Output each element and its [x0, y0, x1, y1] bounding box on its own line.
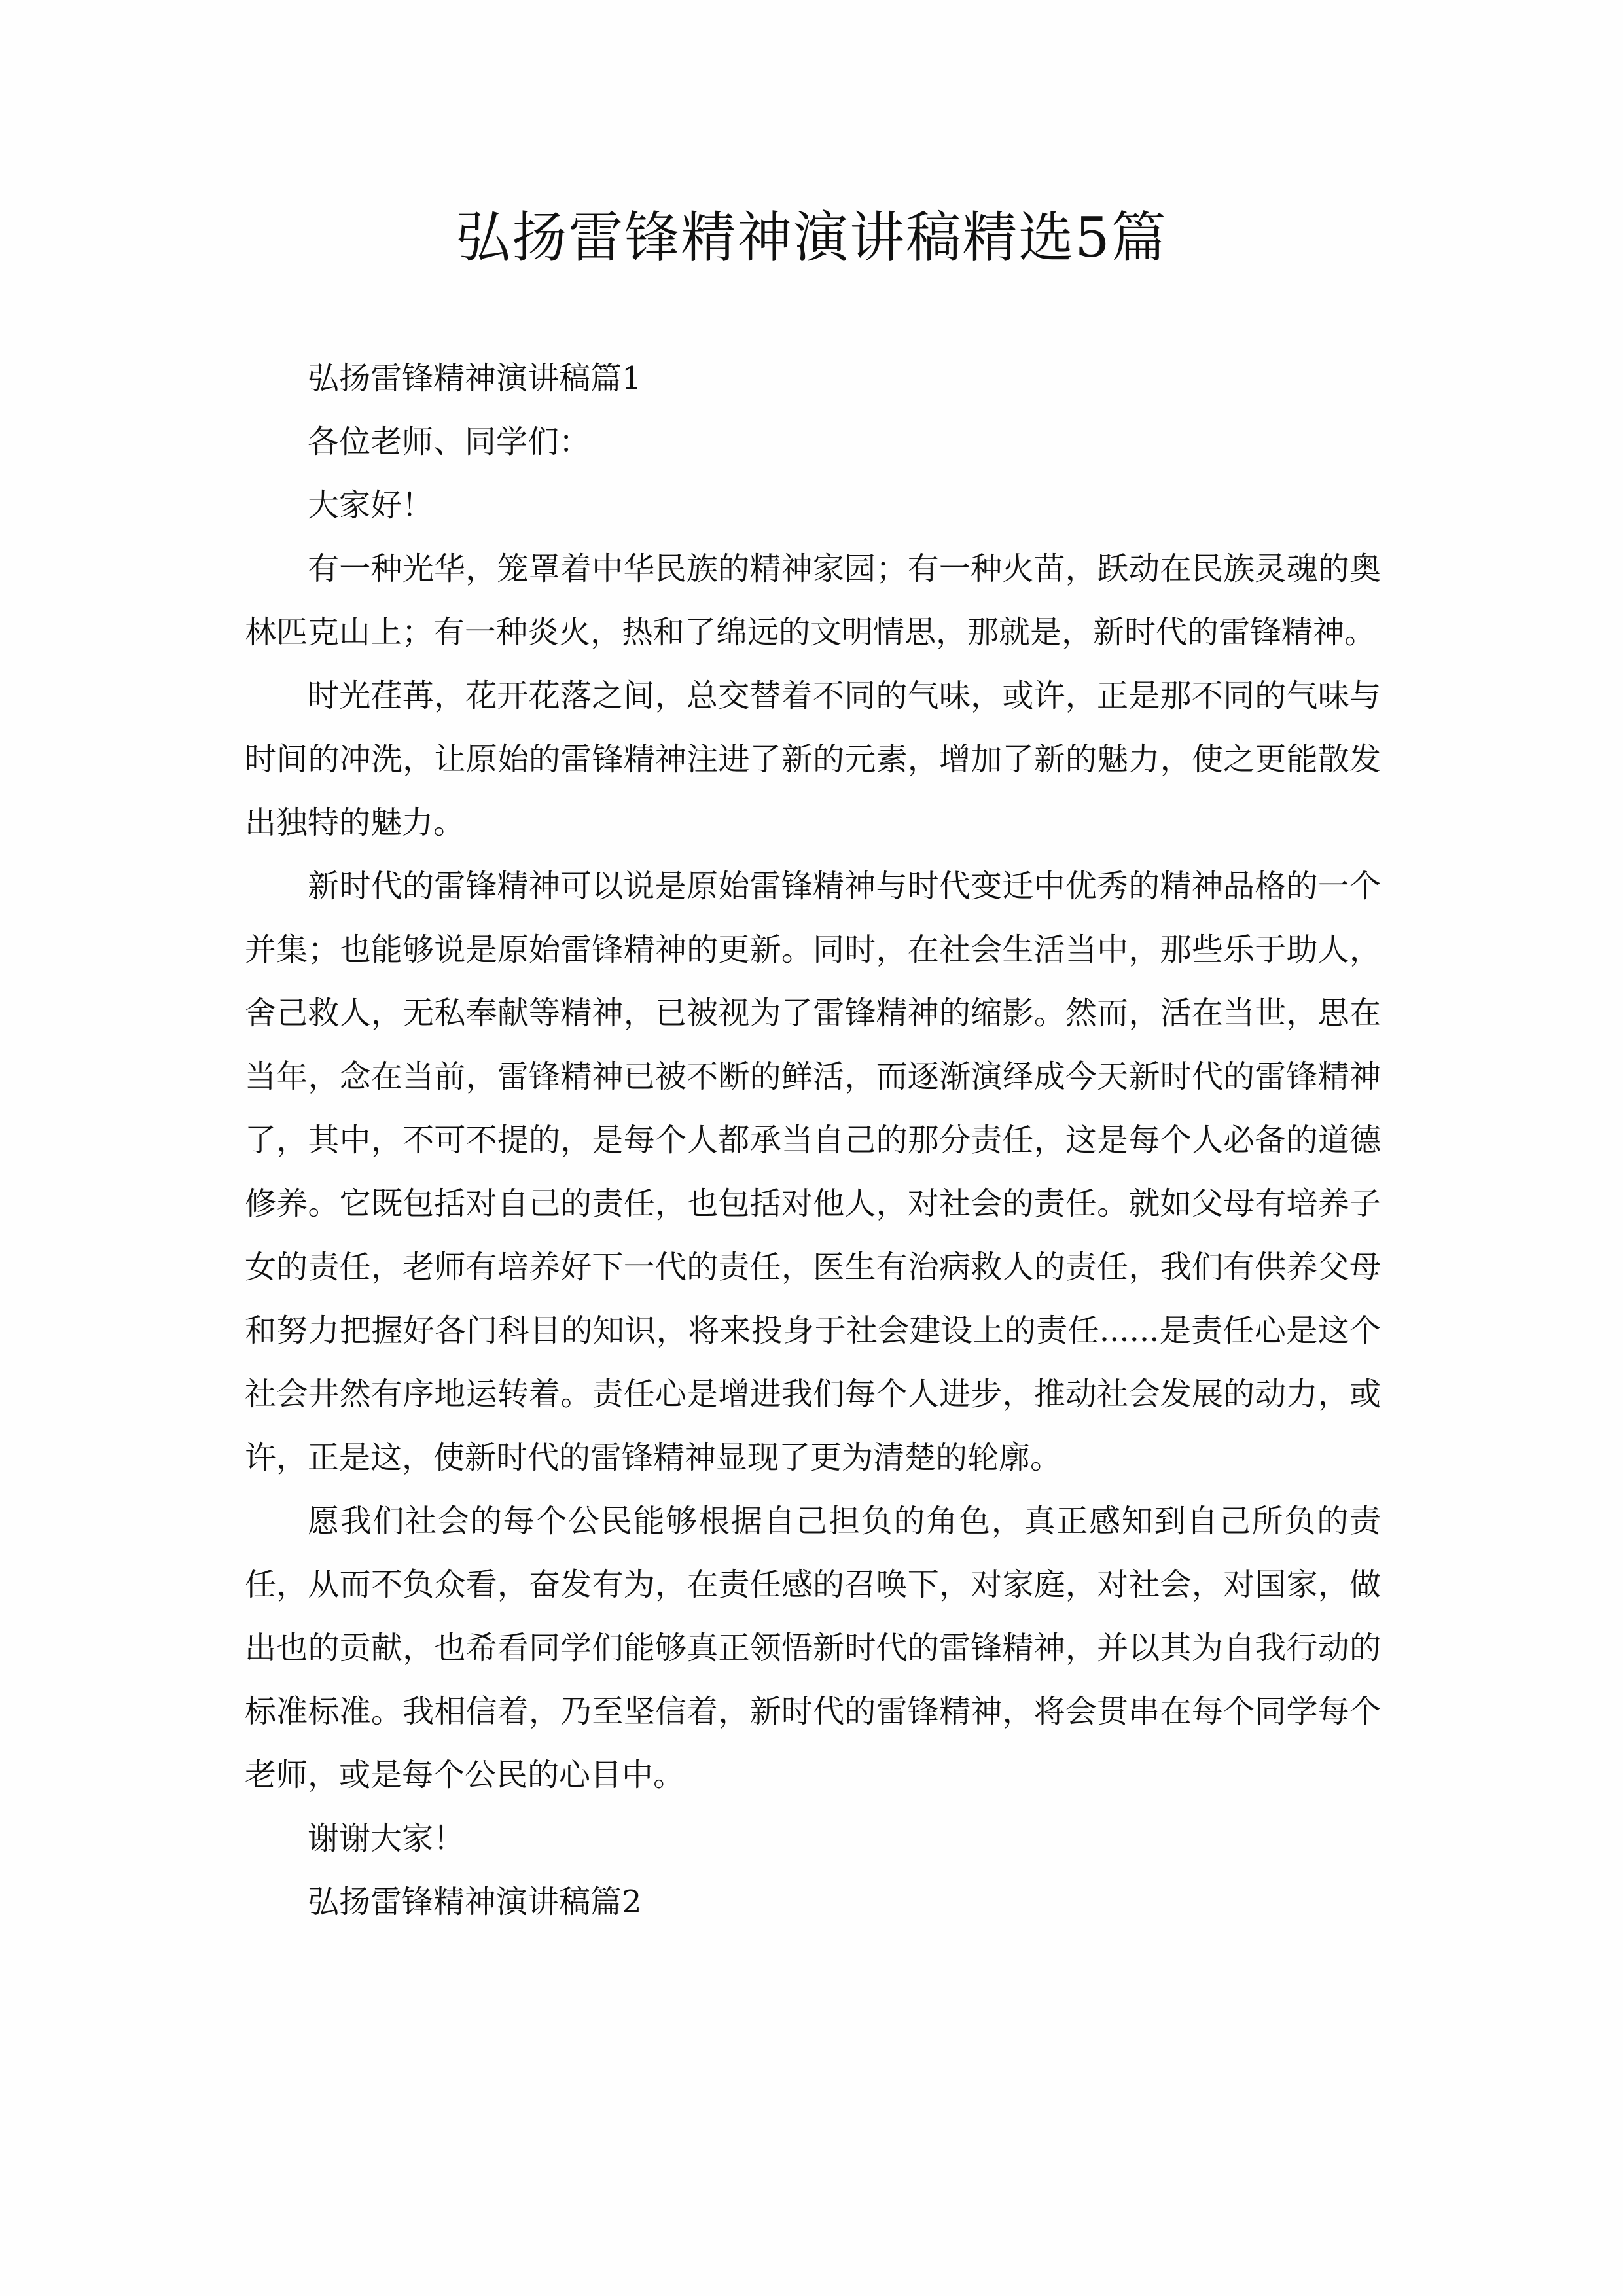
body-paragraph: 愿我们社会的每个公民能够根据自己担负的角色，真正感知到自己所负的责任，从而不负众看，奋发有为，在责任感的召唤下，对家庭，对社会，对国家，做出也的贡献，也希看同学们能够真正领悟新时代的雷锋精神，并以其为自我行动的标准标准。我相信着，乃至坚信着，新时代的雷锋精神，将会贯串在每个同学每个老师，或是每个公民的心目中。 — [245, 1503, 1381, 1793]
section-heading-1: 弘扬雷锋精神演讲稿篇1 — [308, 360, 642, 397]
salutation: 各位老师、同学们： — [308, 423, 591, 460]
document-body — [245, 347, 1381, 1934]
section-heading-2: 弘扬雷锋精神演讲稿篇2 — [308, 1884, 642, 1920]
closing: 谢谢大家！ — [308, 1820, 465, 1857]
body-paragraph: 新时代的雷锋精神可以说是原始雷锋精神与时代变迁中优秀的精神品格的一个并集；也能够说是原始雷锋精神的更新。同时，在社会生活当中，那些乐于助人，舍己救人，无私奉献等精神，已被视为了雷锋精神的缩影。然而，活在当世，思在当年，念在当前，雷锋精神已被不断的鲜活，而逐渐演绎成今天新时代的雷锋精神了，其中，不可不提的，是每个人都承当自己的那分责任，这是每个人必备的道德修养。它既包括对自己的责任，也包括对他人，对社会的责任。就如父母有培养子女的责任，老师有培养好下一代的责任，医生有治病救人的责任，我们有供养父母和努力把握好各门科目的知识，将来投身于社会建设上的责任......是责任心是这个社会井然有序地运转着。责任心是增进我们每个人进步，推动社会发展的动力，或许，正是这，使新时代的雷锋精神显现了更为清楚的轮廓。 — [245, 868, 1381, 1476]
body-paragraph: 有一种光华，笼罩着中华民族的精神家园；有一种火苗，跃动在民族灵魂的奥林匹克山上；有一种炎火，热和了绵远的文明情思，那就是，新时代的雷锋精神。 — [245, 550, 1381, 651]
document-title: 弘扬雷锋精神演讲稿精选5篇 — [455, 206, 1168, 270]
greeting: 大家好！ — [308, 487, 434, 524]
body-paragraph: 时光荏苒，花开花落之间，总交替着不同的气味，或许，正是那不同的气味与时间的冲洗，让原始的雷锋精神注进了新的元素，增加了新的魅力，使之更能散发出独特的魅力。 — [245, 677, 1381, 841]
